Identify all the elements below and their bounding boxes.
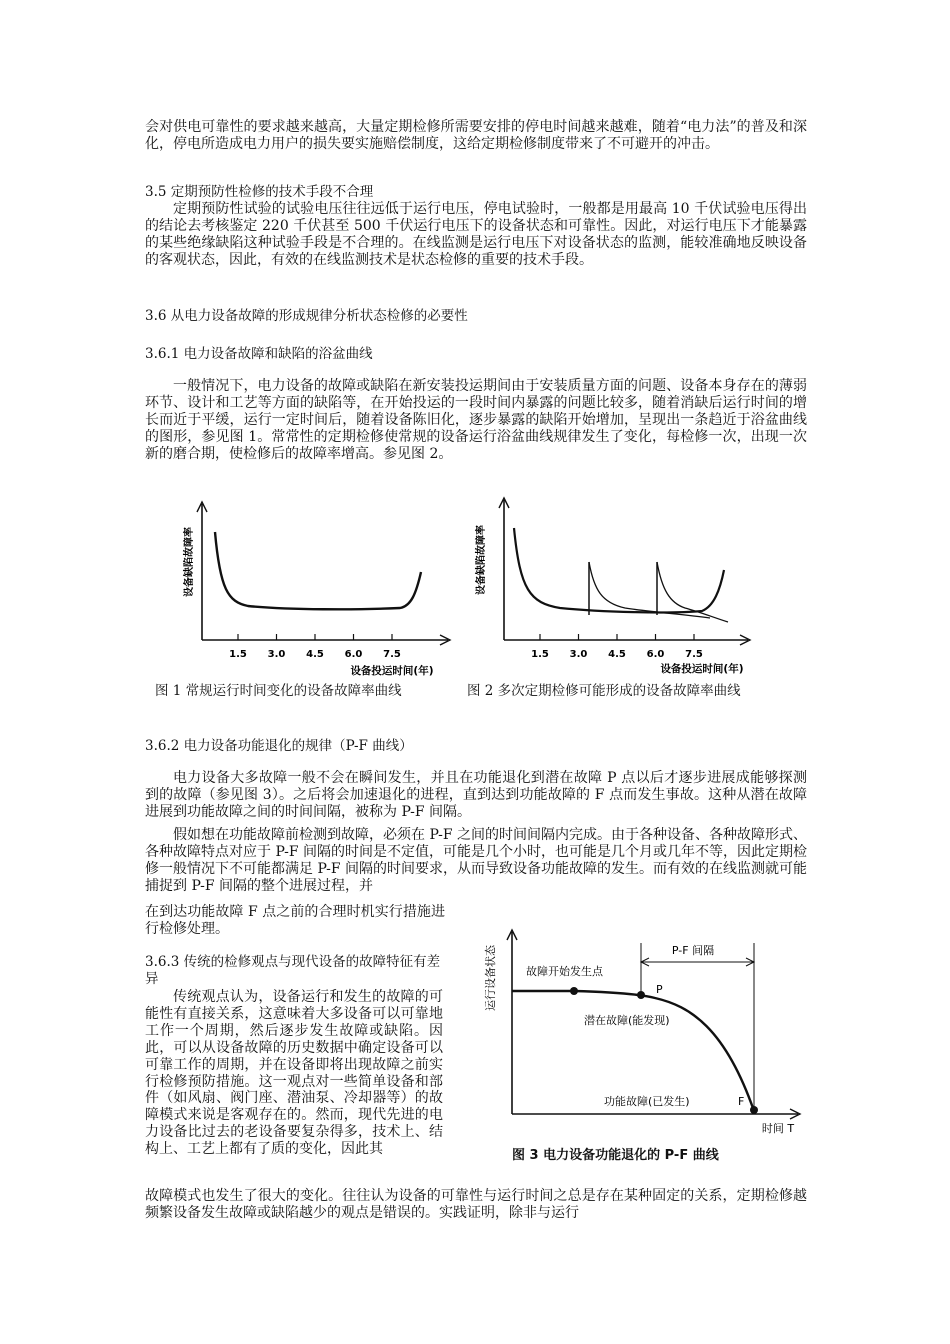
fig3-p-point	[637, 991, 645, 999]
fig1-y-label: 设备缺陷故障率	[184, 527, 195, 597]
tick-label: 7.5	[685, 649, 703, 660]
fig3-start-label: 故障开始发生点	[526, 965, 603, 978]
figure-1-caption: 图 1 常规运行时间变化的设备故障率曲线	[155, 683, 402, 699]
heading-3-6: 3.6 从电力设备故障的形成规律分析状态检修的必要性	[145, 308, 468, 324]
fig2-base-curve	[514, 528, 724, 612]
paragraph-continuation: 会对供电可靠性的要求越来越高，大量定期检修所需要安排的停电时间越来越难，随着“电力法”的普及和深化，停电所造成电力用户的损失要实施赔偿制度，这给定期检修制度带来了不可避开的冲击。	[145, 119, 807, 152]
paragraph-3-5: 定期预防性试验的试验电压往往远低于运行电压，停电试验时，一般都是用最高 10 千伏试验电压得出的结论去考核鉴定 220 千伏甚至 500 千伏运行电压下的设备状态和可靠性。因此，对运行电压下才能暴露的某些绝缘缺陷这种试验手段是不合理的。在线监测是运行电压下对设备状态的监测，能较准确地反映设备的客观状态，因此，有效的在线监测技术是状态检修的重要的技术手段。	[145, 201, 807, 268]
fig1-bathtub-curve	[215, 532, 421, 609]
fig3-interval-label: P-F 间隔	[671, 944, 715, 957]
fig3-f-label: F	[738, 1095, 745, 1108]
paragraph-3-6-3: 传统观点认为，设备运行和发生的故障的可能性有直接关系，这意味着大多设备可以可靠地工作一个周期，然后逐步发生故障或缺陷。因此，可以从设备故障的历史数据中确定设备可以可靠工作的周期，并在设备即将出现故障之前实行检修预防措施。这一观点对一些简单设备和部件（如风扇、阀门座、潜油泵、冷却器等）的故障模式来说是客观存在的。然而，现代先进的电力设备比过去的老设备要复杂得多，技术上、结构上、工艺上都有了质的变化，因此其	[145, 989, 443, 1158]
fig1-x-label: 设备投运时间(年)	[350, 665, 434, 677]
heading-3-6-1: 3.6.1 电力设备故障和缺陷的浴盆曲线	[145, 346, 373, 362]
paragraph-3-6-2b: 假如想在功能故障前检测到故障，必须在 P-F 之间的时间间隔内完成。由于各种设备、各种故障形式、各种故障特点对应于 P-F 间隔的时间是不定值，可能是几个小时，也可能是几个月或几年不等，因此定期检修一般情况下不可能都满足 P-F 间隔的时间要求，从而导致设备功能故障的发生。而有效的在线监测就可能捕捉到 P-F 间隔的整个进展过程，并	[145, 827, 807, 894]
fig3-y-label: 运行设备状态	[484, 945, 497, 1011]
fig3-x-label: 时间 T	[761, 1122, 795, 1135]
paragraph-3-6-1: 一般情况下，电力设备的故障或缺陷在新安装投运期间由于安装质量方面的问题、设备本身存在的薄弱环节、设计和工艺等方面的缺陷等，在开始投运的一段时间内暴露的问题比较多，随着消缺后运行时间的增长而近于平缓，运行一定时间后，随着设备陈旧化，逐步暴露的缺陷开始增加，呈现出一条趋近于浴盆曲线的图形，参见图 1。常常性的定期检修使常规的设备运行浴盆曲线规律发生了变化，每检修一次，出现一次新的磨合期，使检修后的故障率增高。参见图 2。	[145, 378, 807, 462]
heading-3-6-3: 3.6.3 传统的检修观点与现代设备的故障特征有差异	[145, 954, 441, 987]
paragraph-3-6-3-end: 故障模式也发生了很大的变化。往往认为设备的可靠性与运行时间之总是存在某种固定的关系，定期检修越频繁设备发生故障或缺陷越少的观点是错误的。实践证明，除非与运行	[145, 1188, 807, 1221]
heading-3-5: 3.5 定期预防性检修的技术手段不合理	[145, 184, 374, 200]
tick-label: 1.5	[229, 649, 247, 660]
fig3-potential-label: 潜在故障(能发现)	[584, 1014, 670, 1027]
fig3-p-label: P	[656, 983, 663, 996]
paragraph-3-6-2b-end: 在到达功能故障 F 点之前的合理时机实行措施进行检修处理。	[145, 904, 445, 937]
tick-label: 3.0	[569, 649, 588, 660]
tick-label: 6.0	[646, 649, 665, 660]
fig3-pf-curve	[512, 991, 754, 1111]
fig3-functional-label: 功能故障(已发生)	[604, 1095, 690, 1108]
tick-label: 4.5	[306, 649, 324, 660]
figure-3-chart	[480, 918, 810, 1144]
fig2-ticks	[531, 634, 703, 660]
heading-3-6-2: 3.6.2 电力设备功能退化的规律（P-F 曲线）	[145, 738, 413, 754]
fig2-y-label: 设备缺陷故障率	[476, 525, 487, 595]
figure-2-caption: 图 2 多次定期检修可能形成的设备故障率曲线	[467, 683, 741, 699]
tick-label: 6.0	[344, 649, 363, 660]
tick-label: 7.5	[383, 649, 401, 660]
fig3-start-point	[570, 987, 578, 995]
paragraph-3-6-2a: 电力设备大多故障一般不会在瞬间发生，并且在功能退化到潜在故障 P 点以后才逐步进展成能够探测到的故障（参见图 3）。之后将会加速退化的进程，直到达到功能故障的 F 点而发生事故。这种从潜在故障进展到功能故障之间的时间间隔，被称为 P-F 间隔。	[145, 770, 807, 820]
tick-label: 3.0	[267, 649, 286, 660]
fig1-ticks	[229, 634, 401, 660]
fig2-x-label: 设备投运时间(年)	[660, 663, 744, 675]
figure-2-chart	[470, 490, 760, 680]
fig3-f-point	[750, 1106, 758, 1114]
tick-label: 1.5	[531, 649, 549, 660]
figure-3-caption: 图 3 电力设备功能退化的 P-F 曲线	[512, 1148, 719, 1163]
tick-label: 4.5	[608, 649, 626, 660]
figure-1-chart	[178, 494, 460, 680]
